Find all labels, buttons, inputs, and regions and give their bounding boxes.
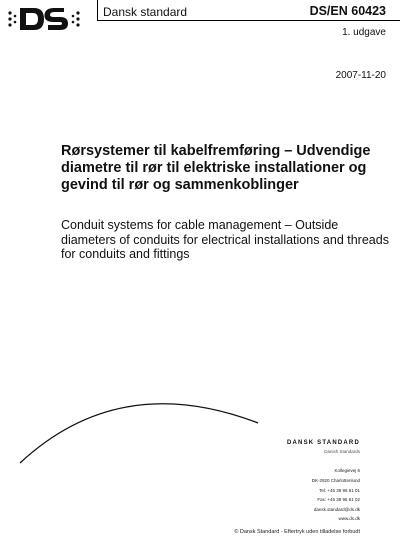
address-line: Kollegievej 6 [334, 468, 360, 473]
address-line: DK-2920 Charlottenlund [311, 478, 360, 483]
edition: 1. udgave [342, 27, 386, 38]
email-line: dansk.standard@ds.dk [313, 507, 360, 512]
publisher-name: DANSK STANDARD [286, 440, 360, 446]
website-line: www.ds.dk [338, 516, 360, 521]
publication-date: 2007-11-20 [335, 70, 386, 81]
header-divider-horizontal [97, 20, 400, 21]
fax-line: Fax: +45 39 96 61 02 [317, 497, 360, 502]
standard-number: DS/EN 60423 [309, 4, 386, 18]
ds-logo [6, 6, 86, 32]
title-english: Conduit systems for cable management – Outside diameters of conduits for electrical installations and threads for conduits and fittings [61, 218, 389, 261]
decorative-arc [0, 380, 400, 480]
copyright-notice: © Dansk Standard - Eftertryk uden tilladelse forbudt [234, 529, 360, 535]
header-divider-vertical [97, 0, 98, 20]
phone-line: Tel: +45 39 96 61 01 [319, 488, 360, 493]
title-danish: Rørsystemer til kabelfremføring – Udvendige diametre til rør til elektriske installationer og gevind til rør og sammenkoblinger [61, 143, 371, 193]
standard-type: Dansk standard [103, 5, 188, 19]
publisher-subtitle: Danish Standards [324, 449, 360, 454]
